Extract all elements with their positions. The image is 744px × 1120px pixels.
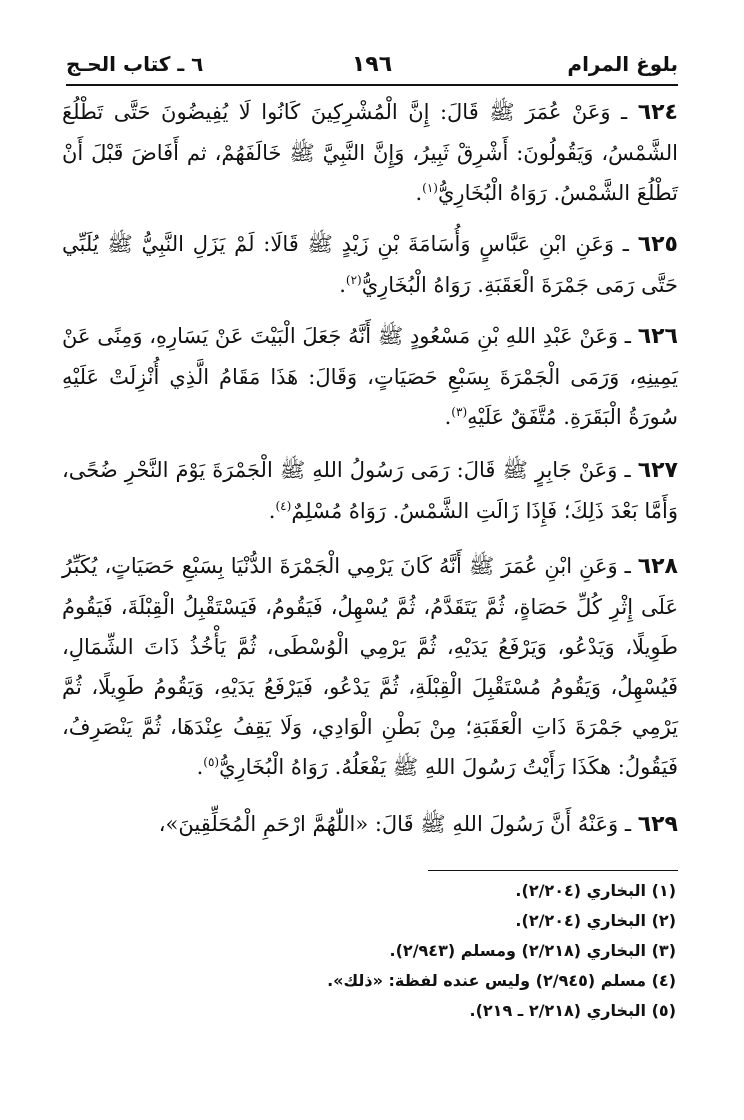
hadith-number: ٦٢٩ [637,812,678,837]
hadith-625 [62,224,678,305]
footnote-4: (٤) مسلم (٢/٩٤٥) وليس عنده لفظة: «ذلك». [327,971,676,990]
hadith-number: ٦٢٥ [637,232,678,257]
book-title: بلوغ المرام [567,52,678,76]
hadith-text: ـ وَعَنْ عُمَرَ ﷺ قَالَ: إِنَّ الْمُشْرِكِينَ كَانُوا لَا يُفِيضُونَ حَتَّى تَطْلُعَ الشَّمْسُ، وَيَقُولُونَ: أَشْرِقْ ثَبِيرُ، وَإِنَّ النَّبِيَّ ﷺ خَالَفَهُمْ، ثم أَفَاضَ قَبْلَ أَنْ تَطْلُعَ الشَّمْسُ. رَوَاهُ الْبُخَارِيُّ [62,100,678,205]
footnote-1: (١) البخاري (٢/٢٠٤). [515,881,676,900]
footnote-ref: (٢) [345,273,362,287]
hadith-end: . [339,273,346,297]
hadith-text: ـ وَعَنْ جَابِرٍ ﷺ قَالَ: رَمَى رَسُولُ اللهِ ﷺ الْجَمْرَةَ يَوْمَ النَّحْرِ ضُحًى، وَأَمَّا بَعْدَ ذَلِكَ؛ فَإِذَا زَالَتِ الشَّمْسُ. رَوَاهُ مُسْلِمٌ [62,458,678,523]
hadith-text: ـ وَعَنْ عَبْدِ اللهِ بْنِ مَسْعُودٍ ﷺ أَنَّهُ جَعَلَ الْبَيْتَ عَنْ يَسَارِهِ، وَمِنًى عَنْ يَمِينِهِ، وَرَمَى الْجَمْرَةَ بِسَبْعِ حَصَيَاتٍ، وَقَالَ: هَذَا مَقَامُ الَّذِي أُنْزِلَتْ عَلَيْهِ سُورَةُ الْبَقَرَةِ. مُتَّفَقٌ عَلَيْهِ [62,324,678,429]
footnote-ref: (٤) [275,499,292,513]
footnote-ref: (٥) [203,755,220,769]
page-number: ١٩٦ [351,52,393,77]
hadith-text: ـ وَعَنِ ابْنِ عَبَّاسٍ وَأُسَامَةَ بْنِ زَيْدٍ ﷺ قَالَا: لَمْ يَزَلِ النَّبِيُّ ﷺ يُلَبِّي حَتَّى رَمَى جَمْرَةَ الْعَقَبَةِ. رَوَاهُ الْبُخَارِيُّ [62,232,678,297]
chapter-title: ٦ ـ كتاب الحـج [66,52,204,76]
footnote-divider [428,870,678,871]
footnote-3: (٣) البخاري (٢/٢١٨) ومسلم (٢/٩٤٣). [389,941,676,960]
hadith-628 [62,546,678,787]
footnote-ref: (٣) [451,405,468,419]
hadith-627 [62,450,678,531]
hadith-end: . [444,405,452,429]
footnote-2: (٢) البخاري (٢/٢٠٤). [515,911,676,930]
hadith-text: ـ وَعَنِ ابْنِ عُمَرَ ﷺ أَنَّهُ كَانَ يَرْمِي الْجَمْرَةَ الدُّنْيَا بِسَبْعِ حَصَيَاتٍ، يُكَبِّرُ عَلَى إِثْرِ كُلِّ حَصَاةٍ، ثُمَّ يَتَقَدَّمُ، ثُمَّ يُسْهِلُ، فَيَقُومُ، فَيَسْتَقْبِلُ الْقِبْلَةَ، فَيَقُومُ طَوِيلًا، وَيَدْعُو، وَيَرْفَعُ يَدَيْهِ، ثُمَّ يَرْمِي الْوُسْطَى، ثُمَّ يَأْخُذُ ذَاتَ الشِّمَالِ، فَيُسْهِلُ، وَيَقُومُ مُسْتَقْبِلَ الْقِبْلَةِ، ثُمَّ يَدْعُو، فَيَرْفَعُ يَدَيْهِ، وَيَقُومُ طَوِيلًا، ثُمَّ يَرْمِي جَمْرَةَ ذَاتِ الْعَقَبَةِ؛ مِنْ بَطْنِ الْوَادِي، وَلَا يَقِفُ عِنْدَهَا، ثُمَّ يَنْصَرِفُ، فَيَقُولُ: هكَذَا رَأَيْتُ رَسُولَ اللهِ ﷺ يَفْعَلُهُ. رَوَاهُ الْبُخَارِيُّ [62,554,678,779]
footnotes [200,876,676,1026]
hadith-end: . [196,755,204,779]
footnote-5: (٥) البخاري (٢/٢١٨ ـ ٢١٩). [469,1001,676,1020]
hadith-number: ٦٢٤ [637,100,678,125]
hadith-number: ٦٢٨ [637,554,678,579]
hadith-626 [62,316,678,437]
footnote-ref: (١) [422,181,438,195]
hadith-text: ـ وَعَنْهُ أَنَّ رَسُولَ اللهِ ﷺ قَالَ: «اللّٰهُمَّ ارْحَمِ الْمُحَلِّقِينَ»، [158,812,632,836]
hadith-624 [62,92,678,213]
hadith-end: . [415,181,423,205]
hadith-629 [62,804,678,845]
hadith-end: . [268,499,276,523]
hadith-number: ٦٢٧ [637,458,678,483]
hadith-number: ٦٢٦ [637,324,678,349]
page-header [66,44,678,86]
